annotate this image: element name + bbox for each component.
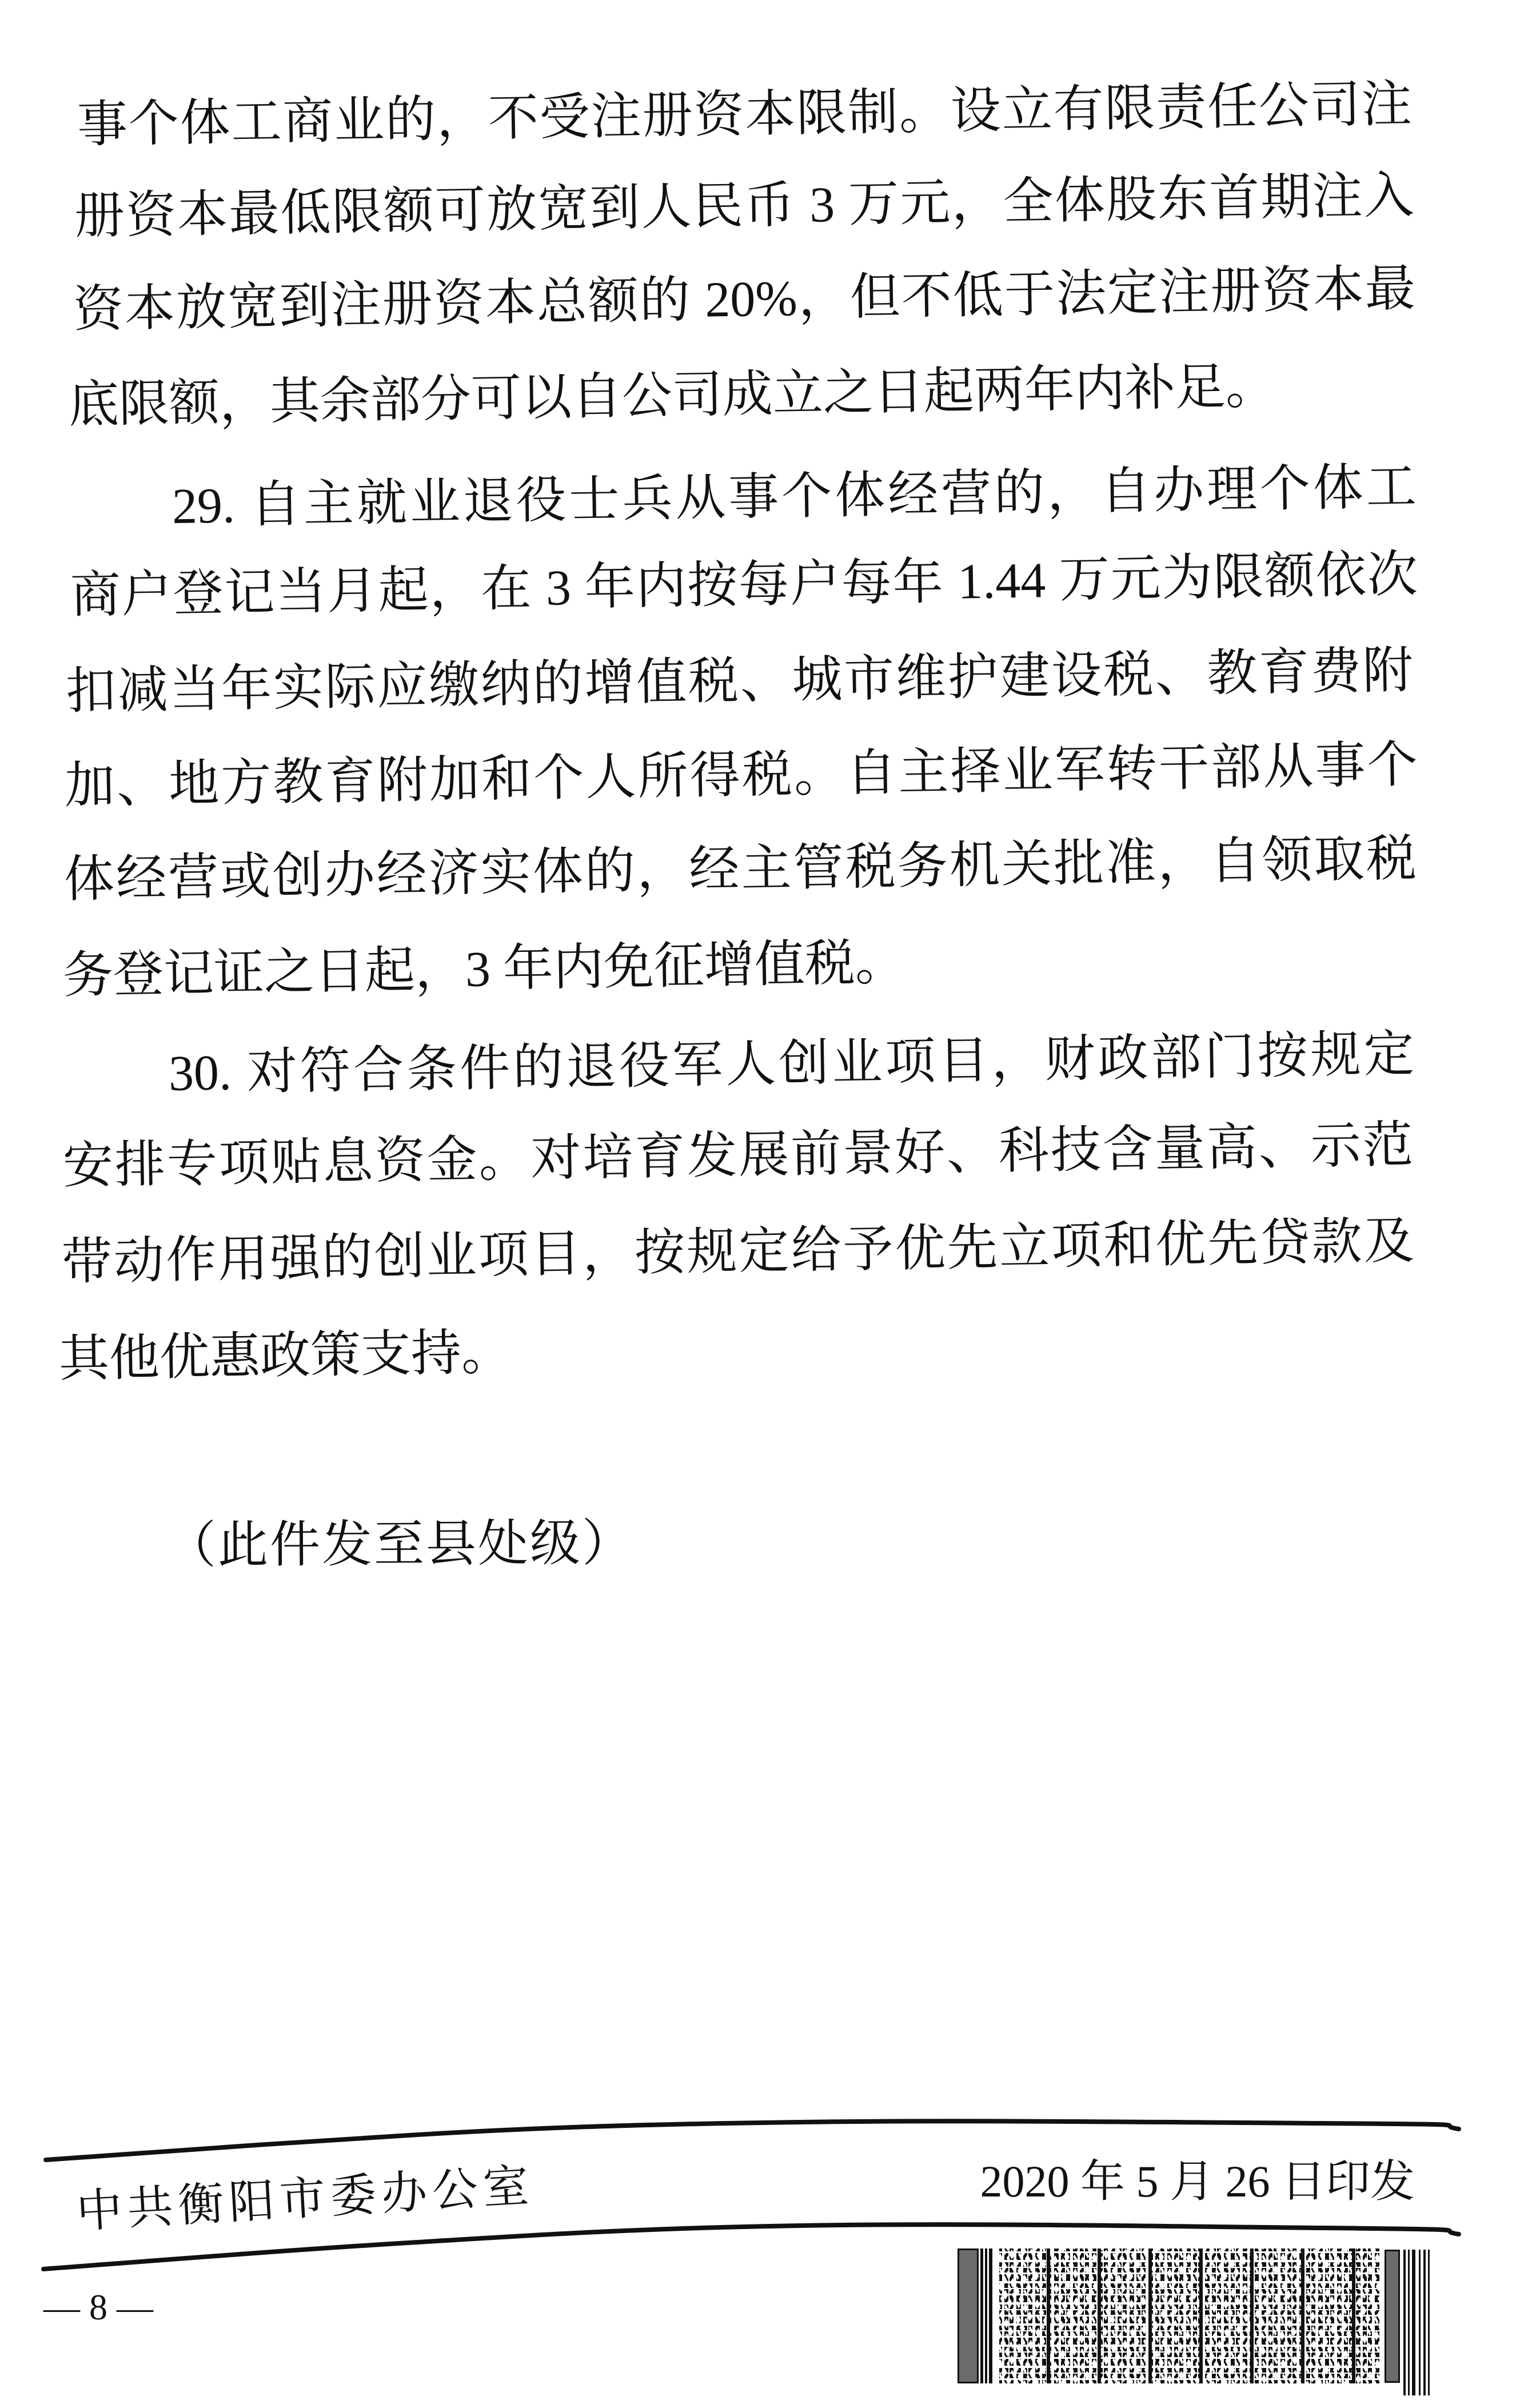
barcode-stop-bar <box>1385 2250 1400 2383</box>
paragraph-first-line: 30. 对符合条件的退役军人创业项目，财政部门按规定 <box>168 1026 1415 1102</box>
body-line: 商户登记当月起，在 3 年内按每户每年 1.44 万元为限额依次 <box>70 547 1418 624</box>
body-line: 体经营或创办经济实体的，经主管税务机关批准，自领取税 <box>63 831 1417 908</box>
body-line: 加、地方教育附加和个人所得税。自主择业军转干部从事个 <box>64 737 1418 814</box>
body-line: 带动作用强的创业项目，按规定给予优先立项和优先贷款及 <box>61 1213 1415 1290</box>
body-line: 扣减当年实际应缴纳的增值税、城市维护建设税、教育费附 <box>65 643 1414 720</box>
issuer-name: 中共衡阳市委办公室 <box>75 2160 536 2238</box>
barcode-thin-bar <box>1412 2250 1415 2395</box>
body-line: 册资本最低限额可放宽到人民币 3 万元，全体股东首期注入 <box>74 168 1415 245</box>
barcode-thin-bar <box>1419 2250 1421 2395</box>
issue-date: 2020 年 5 月 26 日印发 <box>980 2156 1415 2206</box>
body-line: 事个体工商业的，不受注册资本限制。设立有限责任公司注 <box>77 77 1413 153</box>
body-line: 资本放宽到注册资本总额的 20%，但不低于法定注册资本最 <box>73 261 1416 338</box>
barcode-thin-bar <box>989 2248 992 2383</box>
body-line-last: 务登记证之日起，3 年内免征增值税。 <box>62 935 906 1004</box>
footer-top-rule <box>46 2121 1459 2160</box>
barcode-thin-bar <box>1428 2250 1430 2395</box>
barcode-thin-bar <box>985 2248 987 2383</box>
barcode-data-region <box>999 2248 1381 2383</box>
barcode-thin-bar <box>1408 2250 1410 2395</box>
barcode-thin-bar <box>1403 2250 1406 2395</box>
barcode-thin-bar <box>980 2248 983 2383</box>
body-line-last: 底限额，其余部分可以自公司成立之日起两年内补足。 <box>68 358 1276 433</box>
body-line-last: 其他优惠政策支持。 <box>58 1325 512 1388</box>
paragraph-first-line: 29. 自主就业退役士兵从事个体经营的，自办理个体工 <box>171 459 1417 535</box>
barcode-start-bar <box>957 2248 979 2383</box>
body-line: 安排专项贴息资金。对培育发展前景好、科技含量高、示范 <box>62 1117 1414 1194</box>
page-number: —8— <box>43 2287 162 2327</box>
barcode-thin-bar <box>1423 2250 1426 2395</box>
distribution-note: （此件发至县处级） <box>165 1516 635 1574</box>
